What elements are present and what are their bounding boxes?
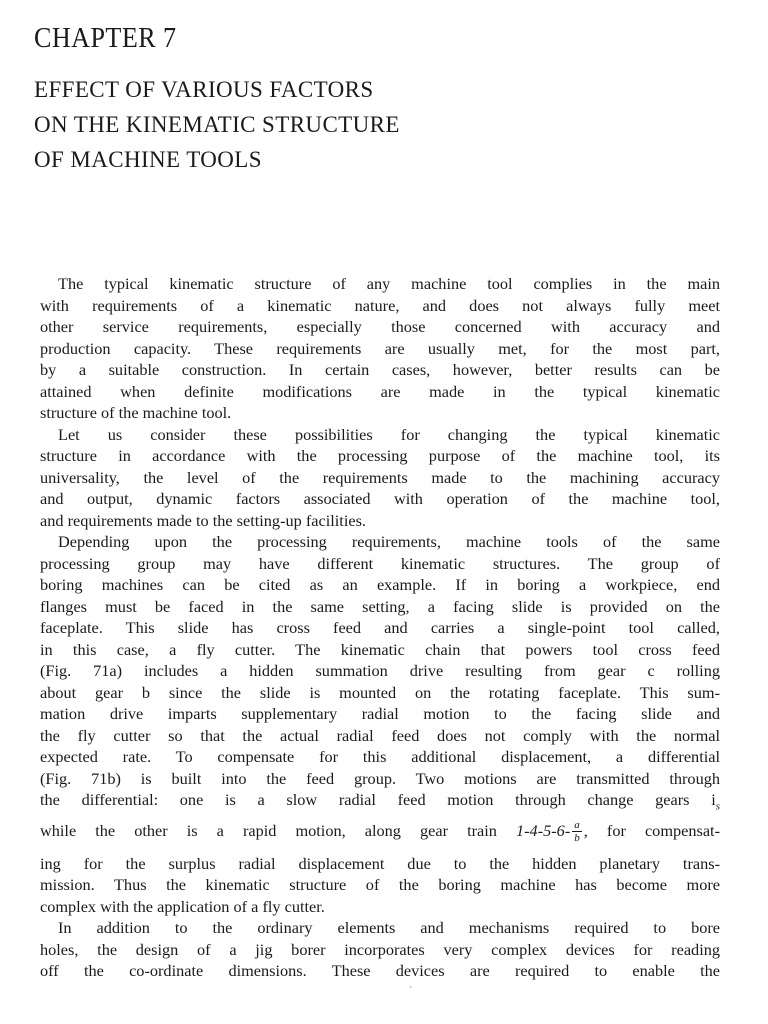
formula-after: , for compensat-: [583, 820, 720, 840]
formula-line: [40, 811, 720, 851]
text-line-content: the differential: one is a slow radial feed motion through change gears i: [40, 790, 716, 809]
text-line: flanges must be faced in the same setting, a facing slide is provided on the: [40, 596, 720, 616]
chapter-title-line: EFFECT OF VARIOUS FACTORS: [34, 77, 374, 102]
text-line: with requirements of a kinematic nature, and does not always fully meet: [40, 295, 720, 315]
text-line: (Fig. 71a) includes a hidden summation drive resulting from gear c rolling: [40, 661, 720, 680]
text-line: the fly cutter so that the actual radial feed does not comply with the normal: [40, 725, 720, 745]
fraction-numerator: a: [574, 819, 580, 832]
text-line: (Fig. 71b) is built into the feed group. Two motions are transmitted through: [40, 768, 720, 788]
text-line: boring machines can be cited as an example. If in boring a workpiece, end: [40, 575, 720, 594]
text-line-with-subscript: [40, 789, 720, 811]
text-line: processing group may have different kinematic structures. The group of: [40, 553, 720, 573]
text-line: and requirements made to the setting-up facilities.: [40, 510, 366, 530]
text-line: faceplate. This slide has cross feed and carries a single-point tool called,: [40, 618, 720, 637]
text-line: ing for the surplus radial displacement due to the hidden planetary trans-: [40, 853, 720, 873]
text-line: by a suitable construction. In certain cases, however, better results can be: [40, 360, 720, 379]
chapter-title-line: OF MACHINE TOOLS: [34, 147, 262, 172]
text-line: Let us consider these possibilities for changing the typical kinematic: [58, 424, 720, 444]
body-text: [40, 273, 720, 982]
stray-mark: `: [409, 986, 413, 997]
text-line: universality, the level of the requirements made to the machining accuracy: [40, 467, 720, 487]
text-line: expected rate. To compensate for this additional displacement, a differential: [40, 747, 720, 766]
text-line: off the co-ordinate dimensions. These devices are required to enable the: [40, 961, 720, 980]
formula-before: while the other is a rapid motion, along gear train: [40, 820, 516, 840]
subscript-s: s: [715, 800, 720, 813]
text-line: attained when definite modifications are made in the typical kinematic: [40, 381, 720, 401]
text-line: other service requirements, especially those concerned with accuracy and: [40, 317, 720, 336]
fraction: [572, 819, 582, 844]
chapter-label: CHAPTER 7: [34, 22, 177, 54]
text-line: structure in accordance with the processing purpose of the machine tool, its: [40, 446, 720, 465]
text-line: The typical kinematic structure of any machine tool complies in the main: [58, 274, 720, 293]
text-line: complex with the application of a fly cutter.: [40, 896, 325, 916]
text-line: in this case, a fly cutter. The kinematic chain that powers tool cross feed: [40, 639, 720, 659]
chapter-title: [34, 72, 400, 177]
text-line: and output, dynamic factors associated with operation of the machine tool,: [40, 489, 720, 508]
text-line: mation drive imparts supplementary radial motion to the facing slide and: [40, 704, 720, 723]
text-line: In addition to the ordinary elements and mechanisms required to bore: [58, 918, 720, 937]
text-line: about gear b since the slide is mounted on the rotating faceplate. This sum-: [40, 682, 720, 702]
fraction-denominator: b: [574, 832, 580, 845]
gear-train: 1-4-5-6-: [516, 820, 571, 840]
chapter-title-line: ON THE KINEMATIC STRUCTURE: [34, 112, 400, 137]
text-line: holes, the design of a jig borer incorporates very complex devices for reading: [40, 939, 720, 959]
text-line: mission. Thus the kinematic structure of the boring machine has become more: [40, 875, 720, 894]
text-line: Depending upon the processing requirements, machine tools of the same: [58, 532, 720, 551]
text-line: structure of the machine tool.: [40, 403, 232, 422]
text-line: production capacity. These requirements are usually met, for the most part,: [40, 338, 720, 358]
